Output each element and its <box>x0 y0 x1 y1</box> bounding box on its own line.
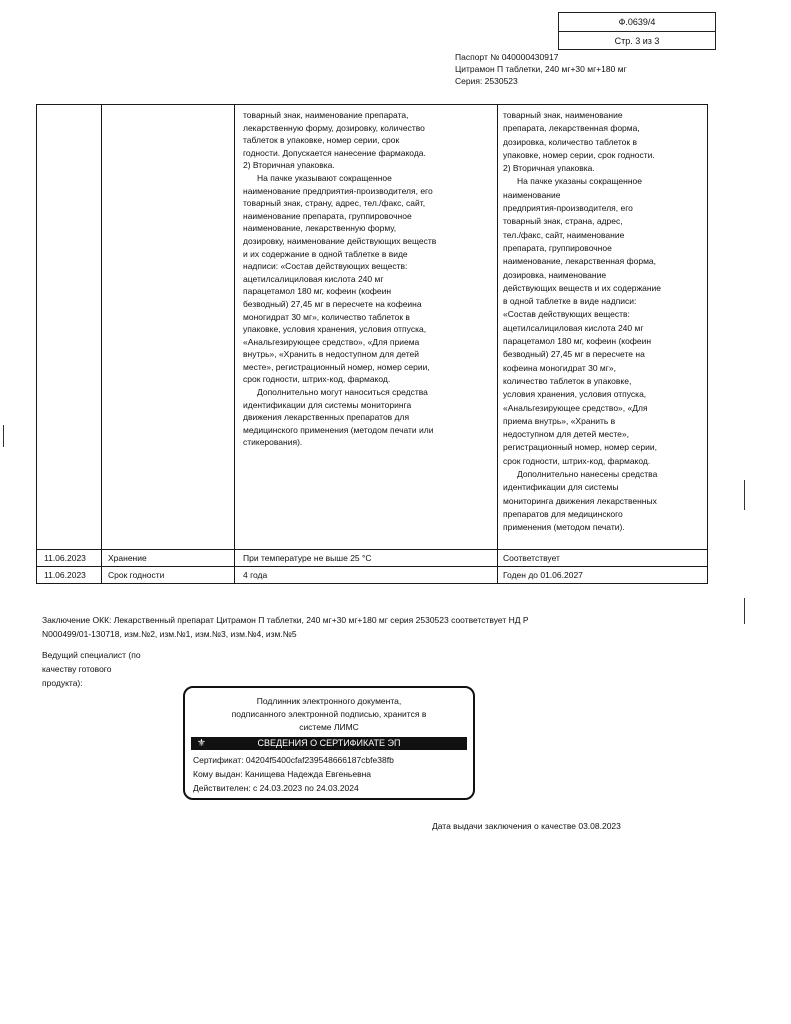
emblem-icon: ⚜ <box>197 738 206 749</box>
text-line: парацетамол 180 мг, кофеин (кофеин <box>503 336 652 347</box>
text-line: срок годности, штрих-код, фармакод. <box>503 455 651 466</box>
shelf-indicator: Срок годности <box>108 570 165 580</box>
text-line: наименование, лекарственная форма, <box>503 256 656 267</box>
text-line: упаковке, номер серии, срок годности. <box>503 149 655 160</box>
text-line: препарата, лекарственная форма, <box>503 123 640 134</box>
text-line: дозировку, наименование действующих веществ <box>243 235 437 246</box>
text-line: срок годности, штрих-код, фармакод. <box>243 374 391 385</box>
passport-number: Паспорт № 040000430917 <box>455 52 559 62</box>
text-line: Дополнительно нанесены средства <box>517 469 658 480</box>
result-packaging <box>503 109 705 535</box>
requirement-packaging <box>243 109 495 449</box>
storage-requirement: При температуре не выше 25 °С <box>243 553 372 563</box>
product-name: Цитрамон П таблетки, 240 мг+30 мг+180 мг <box>455 64 627 74</box>
shelf-result: Годен до 01.06.2027 <box>503 570 583 580</box>
text-line: таблеток в упаковке, номер серии, срок <box>243 135 400 146</box>
text-line: количество таблеток в упаковке, <box>503 375 632 386</box>
text-line: товарный знак, страну, адрес, тел./факс, сайт, <box>243 198 426 209</box>
text-line: 2) Вторичная упаковка. <box>503 163 595 174</box>
text-line: медицинского применения (методом печати или <box>243 424 434 435</box>
conclusion-line: Заключение ОКК: Лекарственный препарат Цитрамон П таблетки, 240 мг+30 мг+180 мг серия 2530523 соответствует НД Р <box>42 615 529 625</box>
text-line: ацетилсалициловая кислота 240 мг <box>243 273 384 284</box>
text-line: лекарственную форму, дозировку, количество <box>243 122 425 133</box>
text-line: безводный) 27,45 мг в пересчете на <box>503 349 645 360</box>
text-line: На пачке указаны сокращенное <box>517 176 642 187</box>
shelf-date: 11.06.2023 <box>44 570 86 580</box>
text-line: моногидрат 30 мг», количество таблеток в <box>243 311 410 322</box>
text-line: товарный знак, наименование <box>503 110 623 120</box>
text-line: стикерования). <box>243 437 303 448</box>
text-line: предприятия-производителя, его <box>503 203 633 214</box>
issue-date: Дата выдачи заключения о качестве 03.08.2023 <box>432 821 621 831</box>
stamp-line: подписанного электронной подписью, хранится в <box>231 709 427 719</box>
text-line: условия хранения, условия отпуска, <box>503 389 647 400</box>
storage-indicator: Хранение <box>108 553 147 563</box>
text-line: идентификации для системы мониторинга <box>243 399 412 410</box>
text-line: товарный знак, страна, адрес, <box>503 216 623 227</box>
stamp-line: системе ЛИМС <box>299 722 359 732</box>
certificate-band <box>191 737 467 750</box>
scan-artifact <box>744 480 745 510</box>
text-line: и их содержание в одной таблетке в виде <box>243 248 408 259</box>
text-line: наименование предприятия-производителя, его <box>243 185 433 196</box>
shelf-requirement: 4 года <box>243 570 268 580</box>
text-line: «Состав действующих веществ: <box>503 309 630 320</box>
storage-result: Соответствует <box>503 553 560 563</box>
signer-block <box>42 648 141 690</box>
text-line: надписи: «Состав действующих веществ: <box>243 261 408 272</box>
text-line: действующих веществ и их содержание <box>503 282 662 293</box>
text-line: недоступном для детей месте», <box>503 429 629 440</box>
conclusion <box>42 614 742 640</box>
text-line: мониторинга движения лекарственных <box>503 495 657 506</box>
series-number: Серия: 2530523 <box>455 76 518 86</box>
text-line: внутрь», «Хранить в недоступном для детей <box>243 349 420 360</box>
signer-line: качеству готового <box>42 664 112 674</box>
text-line: наименование <box>503 189 561 200</box>
certificate-number: Сертификат: 04204f5400cfaf239548666187cbfe38fb <box>193 755 394 765</box>
text-line: годности. Допускается нанесение фармакода. <box>243 147 426 158</box>
scan-artifact <box>3 425 4 447</box>
text-line: приема внутрь», «Хранить в <box>503 415 616 426</box>
certificate-validity: Действителен: с 24.03.2023 по 24.03.2024 <box>193 783 359 793</box>
text-line: дозировка, количество таблеток в <box>503 136 637 147</box>
text-line: товарный знак, наименование препарата, <box>243 110 409 120</box>
text-line: безводный) 27,45 мг в пересчете на кофеина <box>243 298 422 309</box>
form-code-box <box>558 12 716 50</box>
form-code: Ф.0639/4 <box>559 13 715 32</box>
text-line: применения (методом печати). <box>503 522 625 533</box>
text-line: в одной таблетке в виде надписи: <box>503 296 637 307</box>
certificate-owner: Кому выдан: Канищева Надежда Евгеньевна <box>193 769 372 779</box>
text-line: препаратов для медицинского <box>503 508 623 519</box>
text-line: движения лекарственных препаратов для <box>243 412 410 423</box>
stamp-line: Подлинник электронного документа, <box>256 696 402 706</box>
signer-line: продукта): <box>42 678 83 688</box>
text-line: ацетилсалициловая кислота 240 мг <box>503 322 644 333</box>
e-signature-stamp <box>183 686 475 800</box>
text-line: наименование, лекарственную форму, <box>243 223 397 234</box>
text-line: 2) Вторичная упаковка. <box>243 160 335 171</box>
text-line: «Анальгезирующее средство», «Для приема <box>243 336 420 347</box>
certificate-band-label: СВЕДЕНИЯ О СЕРТИФИКАТЕ ЭП <box>257 738 401 748</box>
text-line: парацетамол 180 мг, кофеин (кофеин <box>243 286 392 297</box>
text-line: кофеина моногидрат 30 мг», <box>503 362 616 373</box>
text-line: «Анальгезирующее средство», «Для <box>503 402 648 413</box>
text-line: идентификации для системы <box>503 482 619 493</box>
text-line: тел./факс, сайт, наименование <box>503 229 625 240</box>
text-line: месте», регистрационный номер, номер серии, <box>243 361 430 372</box>
signer-line: Ведущий специалист (по <box>42 650 141 660</box>
text-line: На пачке указывают сокращенное <box>257 172 392 183</box>
text-line: дозировка, наименование <box>503 269 607 280</box>
text-line: Дополнительно могут наноситься средства <box>257 387 428 398</box>
text-line: упаковке, условия хранения, условия отпуска, <box>243 324 427 335</box>
conclusion-line: N000499/01-130718, изм.№2, изм.№1, изм.№3, изм.№4, изм.№5 <box>42 629 297 639</box>
text-line: наименование препарата, группировочное <box>243 210 412 221</box>
scan-artifact <box>744 598 745 624</box>
storage-date: 11.06.2023 <box>44 553 86 563</box>
text-line: препарата, группировочное <box>503 242 612 253</box>
page-number: Стр. 3 из 3 <box>614 36 660 46</box>
text-line: регистрационный номер, номер серии, <box>503 442 657 453</box>
